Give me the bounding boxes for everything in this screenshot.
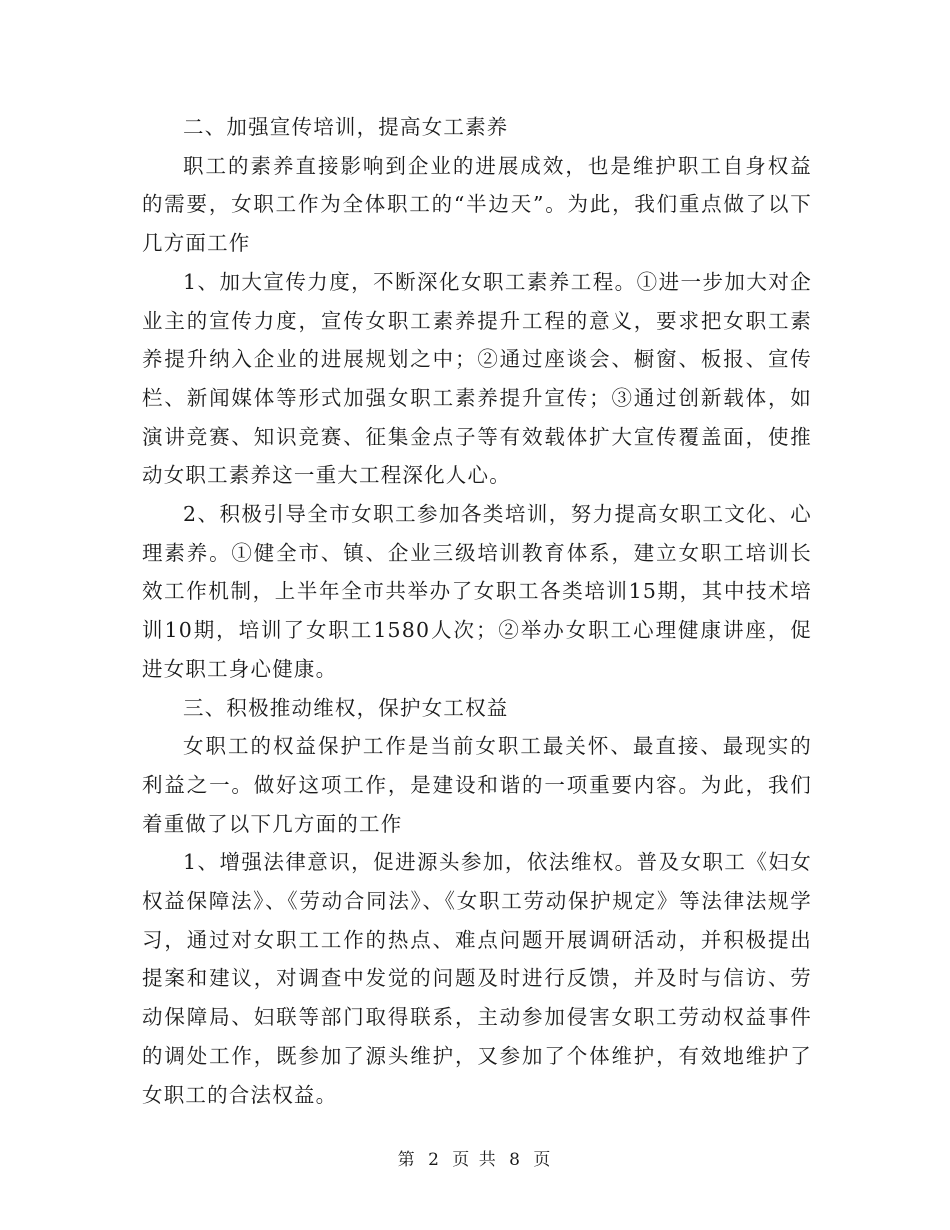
footer-prefix: 第 <box>397 1150 417 1170</box>
paragraph-item-2-training: 2、积极引导全市女职工参加各类培训，努力提高女职工文化、心理素养。①健全市、镇、企业三级培训教育体系，建立女职工培训长效工作机制，上半年全市共举办了女职工各类培训15期，其中技术培训10期，培训了女职工1580人次；②举办女职工心理健康讲座，促进女职工身心健康。 <box>142 502 812 681</box>
section-heading-rights-protection: 三、积极推动维权，保护女工权益 <box>183 695 509 720</box>
section-heading-publicity-training: 二、加强宣传培训，提高女工素养 <box>183 115 509 139</box>
footer-total-pages: 8 <box>509 1150 522 1170</box>
paragraph-item-1-legal: 1、增强法律意识，促进源头参加，依法维权。普及女职工《妇女权益保障法》、《劳动合同法》、《女职工劳动保护规定》等法律法规学习，通过对女职工工作的热点、难点问题开展调研活动，并积极提出提案和建议，对调查中发觉的问题及时进行反馈，并及时与信访、劳动保障局、妇联等部门取得联系，主动参加侵害女职工劳动权益事件的调处工作，既参加了源头维护，又参加了个体维护，有效地维护了女职工的合法权益。 <box>142 850 812 1107</box>
footer-middle: 页 共 <box>452 1150 498 1170</box>
paragraph-item-1-publicity: 1、加大宣传力度，不断深化女职工素养工程。①进一步加大对企业主的宣传力度，宣传女职工素养提升工程的意义，要求把女职工素养提升纳入企业的进展规划之中；②通过座谈会、橱窗、板报、宣传栏、新闻媒体等形式加强女职工素养提升宣传；③通过创新载体，如演讲竞赛、知识竞赛、征集金点子等有效载体扩大宣传覆盖面，使推动女职工素养这一重大工程深化人心。 <box>142 269 812 488</box>
footer-suffix: 页 <box>533 1150 553 1170</box>
paragraph-intro-rights: 女职工的权益保护工作是当前女职工最关怀、最直接、最现实的利益之一。做好这项工作，是建设和谐的一项重要内容。为此，我们着重做了以下几方面的工作 <box>142 734 812 836</box>
footer-current-page: 2 <box>428 1150 441 1170</box>
document-body <box>142 108 812 1114</box>
page-number-footer <box>0 1150 950 1170</box>
paragraph-intro-quality: 职工的素养直接影响到企业的进展成效，也是维护职工自身权益的需要，女职工作为全体职工的“半边天”。为此，我们重点做了以下几方面工作 <box>142 153 812 256</box>
